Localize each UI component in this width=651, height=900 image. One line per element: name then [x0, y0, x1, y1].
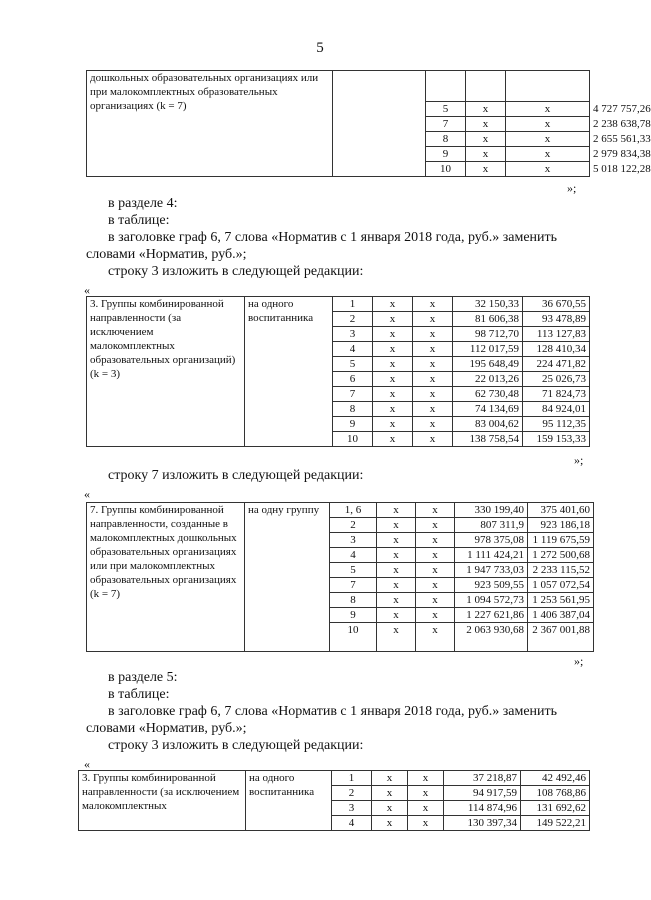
paragraph-line: в заголовке граф 6, 7 слова «Норматив с 1 января 2018 года, руб.» заменить: [108, 230, 558, 245]
row-description: 3. Группы комбинированной направленности (за исключением малокомплектных: [79, 771, 246, 831]
page-number: 5: [316, 40, 324, 56]
closing-quote: »;: [567, 181, 577, 195]
opening-quote: «: [84, 757, 90, 771]
table-row: 9 x x 1 227 621,86 1 406 387,04: [87, 608, 594, 623]
table-row: 5 x x 1 947 733,03 2 233 115,52: [87, 563, 594, 578]
table-row: 5 x x 195 648,49 224 471,82: [87, 357, 590, 372]
row-unit: на одного воспитанника: [245, 297, 333, 447]
row-unit: [333, 71, 426, 177]
table-row: 7 x x 2 238 638,78: [87, 117, 590, 132]
table-row: 6 x x 22 013,26 25 026,73: [87, 372, 590, 387]
paragraph-line: словами «Норматив, руб.»;: [86, 721, 247, 736]
table-row: 8 x x 1 094 572,73 1 253 561,95: [87, 593, 594, 608]
table-row: 3. Группы комбинированной направленности (за исключением малокомплектных на одного воспитанника 1 x x 37 218,87 42 492,46: [79, 771, 590, 786]
table-row: 2 x x 94 917,59 108 768,86: [79, 786, 590, 801]
row-description: 3. Группы комбинированной направленности (за исключением малокомплектных образовательных организаций) (k = 3): [87, 297, 245, 447]
paragraph-line: словами «Норматив, руб.»;: [86, 247, 247, 262]
table-row: 7 x x 923 509,55 1 057 072,54: [87, 578, 594, 593]
table-row: 9 x x 83 004,62 95 112,35: [87, 417, 590, 432]
table-group-3-section-5: [78, 770, 590, 831]
opening-quote: «: [84, 283, 90, 297]
closing-quote: »;: [574, 654, 584, 668]
paragraph-line: строку 7 изложить в следующей редакции:: [108, 468, 364, 483]
table-row: [87, 71, 590, 102]
table-row: 8 x x 2 655 561,33: [87, 132, 590, 147]
paragraph-line: строку 3 изложить в следующей редакции:: [108, 738, 364, 753]
section-heading: в разделе 5:: [108, 670, 178, 685]
table-row: 3. Группы комбинированной направленности (за исключением малокомплектных образовательных организаций) (k = 3) на одного воспитанника 1 x x 32 150,33 36 670,55: [87, 297, 590, 312]
table-row: 4 x x 1 111 424,21 1 272 500,68: [87, 548, 594, 563]
table-row: 4 x x 112 017,59 128 410,34: [87, 342, 590, 357]
table-row: 8 x x 74 134,69 84 924,01: [87, 402, 590, 417]
paragraph-line: в таблице:: [108, 213, 170, 228]
row-unit: на одного воспитанника: [246, 771, 332, 831]
table-row: 2 x x 81 606,38 93 478,89: [87, 312, 590, 327]
table-row: 10 x x 2 063 930,68 2 367 001,88: [87, 623, 594, 652]
table-row: 9 x x 2 979 834,38: [87, 147, 590, 162]
row-unit: на одну группу: [245, 503, 330, 652]
table-row: 5 x x 4 727 757,26: [87, 102, 590, 117]
closing-quote: »;: [574, 453, 584, 467]
table-row: 7. Группы комбинированной направленности, созданные в малокомплектных дошкольных образовательных организациях или при малокомплектных образовательных организациях (k = 7) на одну группу 1, 6 x x 330 199,40 375 401,60: [87, 503, 594, 518]
section-heading: в разделе 4:: [108, 196, 178, 211]
table-top: [86, 70, 651, 177]
row-description: 7. Группы комбинированной направленности, созданные в малокомплектных дошкольных образовательных организациях или при малокомплектных образовательных организациях (k = 7): [87, 503, 245, 652]
table-row: 3 x x 114 874,96 131 692,62: [79, 801, 590, 816]
table-row: 7 x x 62 730,48 71 824,73: [87, 387, 590, 402]
row-description: дошкольных образовательных организациях или при малокомплектных образовательных организациях (k = 7): [87, 71, 333, 177]
table-row: 10 x x 5 018 122,28: [87, 162, 590, 177]
paragraph-line: в заголовке граф 6, 7 слова «Норматив с 1 января 2018 года, руб.» заменить: [108, 704, 558, 719]
table-row: 10 x x 138 758,54 159 153,33: [87, 432, 590, 447]
table-row: 2 x x 807 311,9 923 186,18: [87, 518, 594, 533]
table-row: 3 x x 978 375,08 1 119 675,59: [87, 533, 594, 548]
table-row: 4 x x 130 397,34 149 522,21: [79, 816, 590, 831]
opening-quote: «: [84, 487, 90, 501]
table-row: 3 x x 98 712,70 113 127,83: [87, 327, 590, 342]
paragraph-line: строку 3 изложить в следующей редакции:: [108, 264, 364, 279]
paragraph-line: в таблице:: [108, 687, 170, 702]
table-group-3: [86, 296, 590, 447]
table-group-7: [86, 502, 594, 652]
